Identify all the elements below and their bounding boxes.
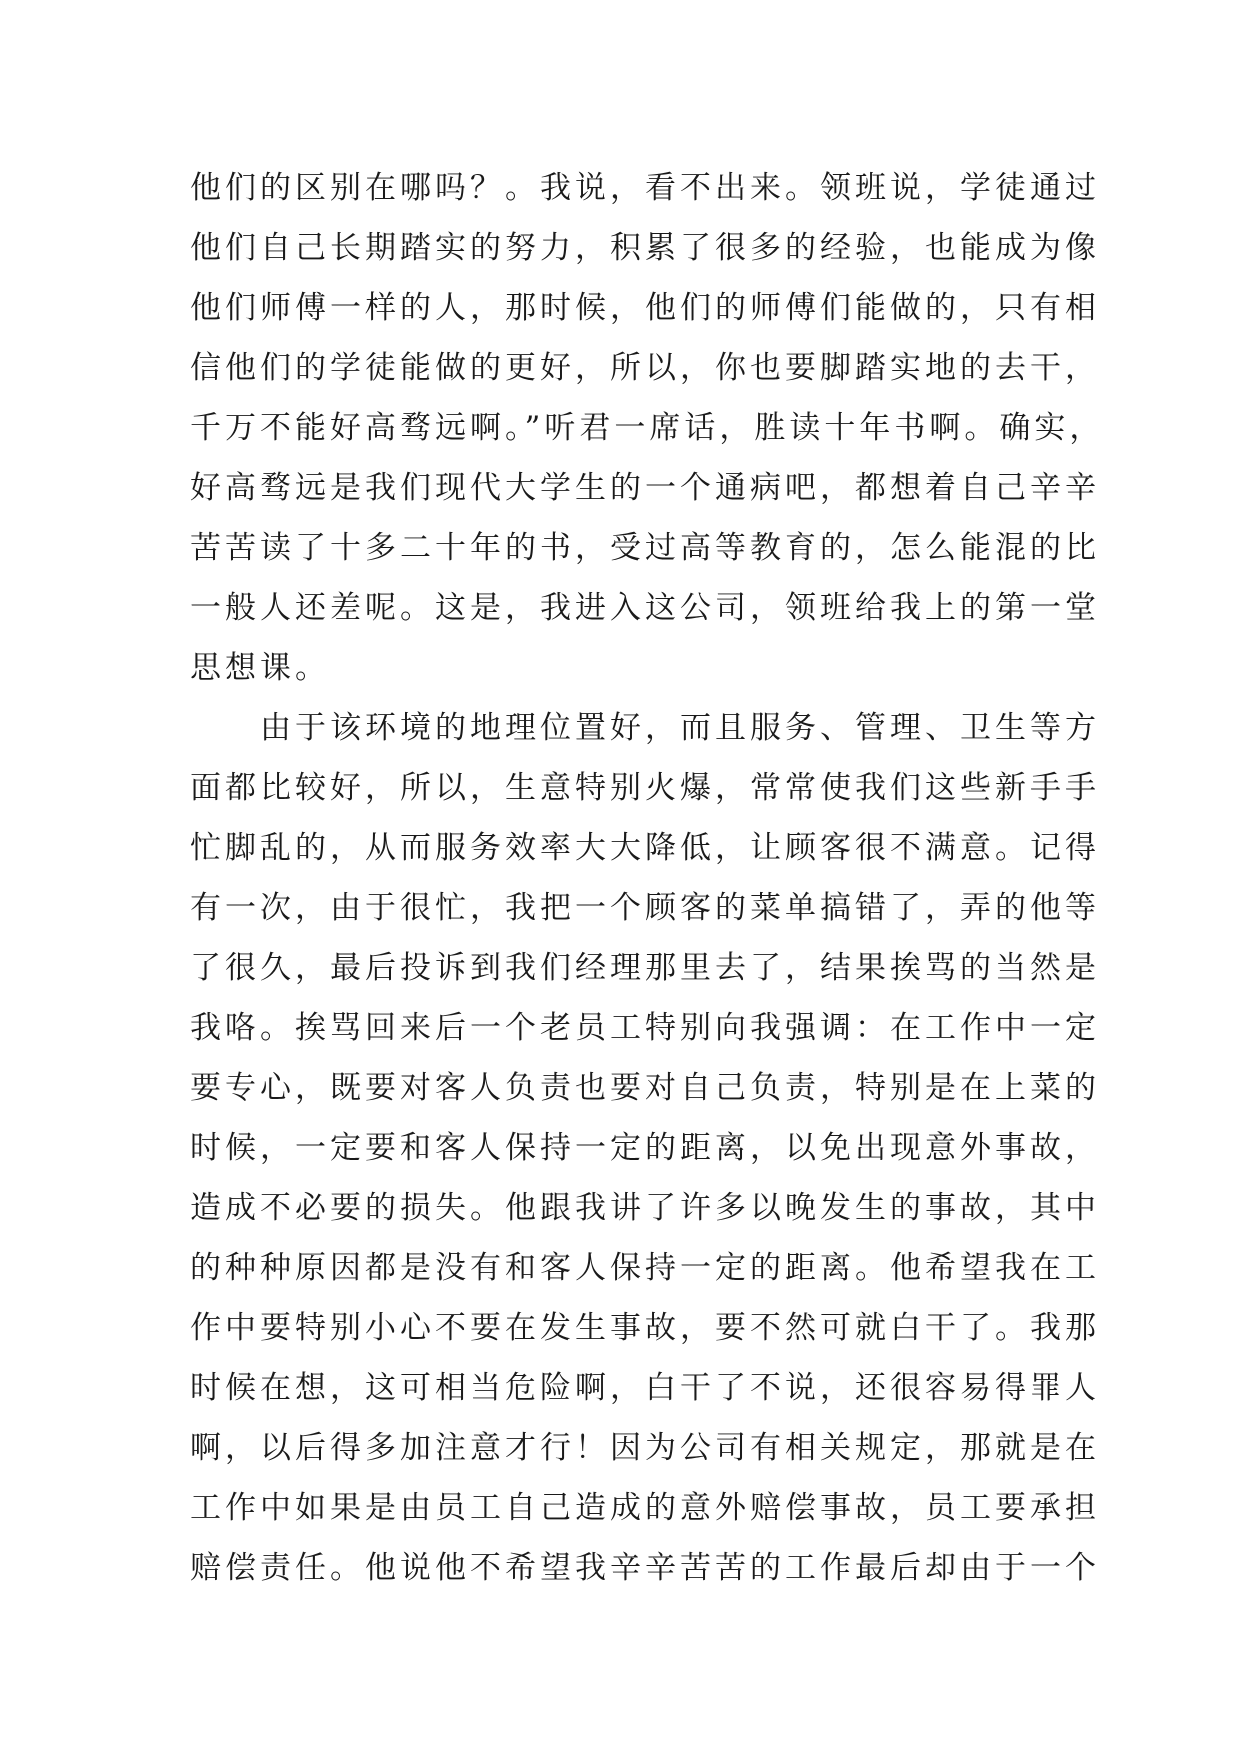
text-line: 思想课。 <box>190 650 330 686</box>
text-line: 信他们的学徒能做的更好，所以，你也要脚踏实地的去干， <box>190 350 1100 386</box>
document-body <box>190 158 1105 1598</box>
text-line: 忙脚乱的，从而服务效率大大降低，让顾客很不满意。记得 <box>190 830 1100 866</box>
text-line: 由于该环境的地理位置好，而且服务、管理、卫生等方 <box>190 710 1100 746</box>
text-line: 一般人还差呢。这是，我进入这公司，领班给我上的第一堂 <box>190 590 1100 626</box>
text-line: 千万不能好高骛远啊。”听君一席话，胜读十年书啊。确实， <box>190 410 1105 446</box>
text-line: 有一次，由于很忙，我把一个顾客的菜单搞错了，弄的他等 <box>190 890 1100 926</box>
text-line: 时候，一定要和客人保持一定的距离，以免出现意外事故， <box>190 1130 1100 1166</box>
text-line: 啊，以后得多加注意才行！因为公司有相关规定，那就是在 <box>190 1430 1100 1466</box>
text-line: 造成不必要的损失。他跟我讲了许多以晚发生的事故，其中 <box>190 1190 1100 1226</box>
text-line: 工作中如果是由员工自己造成的意外赔偿事故，员工要承担 <box>190 1490 1100 1526</box>
text-line: 我咯。挨骂回来后一个老员工特别向我强调：在工作中一定 <box>190 1010 1100 1046</box>
text-line: 好高骛远是我们现代大学生的一个通病吧，都想着自己辛辛 <box>190 470 1100 506</box>
text-line: 时候在想，这可相当危险啊，白干了不说，还很容易得罪人 <box>190 1370 1100 1406</box>
text-line: 他们自己长期踏实的努力，积累了很多的经验，也能成为像 <box>190 230 1100 266</box>
text-line: 了很久，最后投诉到我们经理那里去了，结果挨骂的当然是 <box>190 950 1100 986</box>
text-line: 他们师傅一样的人，那时候，他们的师傅们能做的，只有相 <box>190 290 1100 326</box>
text-line: 的种种原因都是没有和客人保持一定的距离。他希望我在工 <box>190 1250 1100 1286</box>
text-line: 他们的区别在哪吗？。我说，看不出来。领班说，学徒通过 <box>190 170 1100 206</box>
text-line: 要专心，既要对客人负责也要对自己负责，特别是在上菜的 <box>190 1070 1100 1106</box>
text-line: 作中要特别小心不要在发生事故，要不然可就白干了。我那 <box>190 1310 1100 1346</box>
text-line: 赔偿责任。他说他不希望我辛辛苦苦的工作最后却由于一个 <box>190 1550 1100 1586</box>
text-line: 苦苦读了十多二十年的书，受过高等教育的，怎么能混的比 <box>190 530 1100 566</box>
text-line: 面都比较好，所以，生意特别火爆，常常使我们这些新手手 <box>190 770 1100 806</box>
